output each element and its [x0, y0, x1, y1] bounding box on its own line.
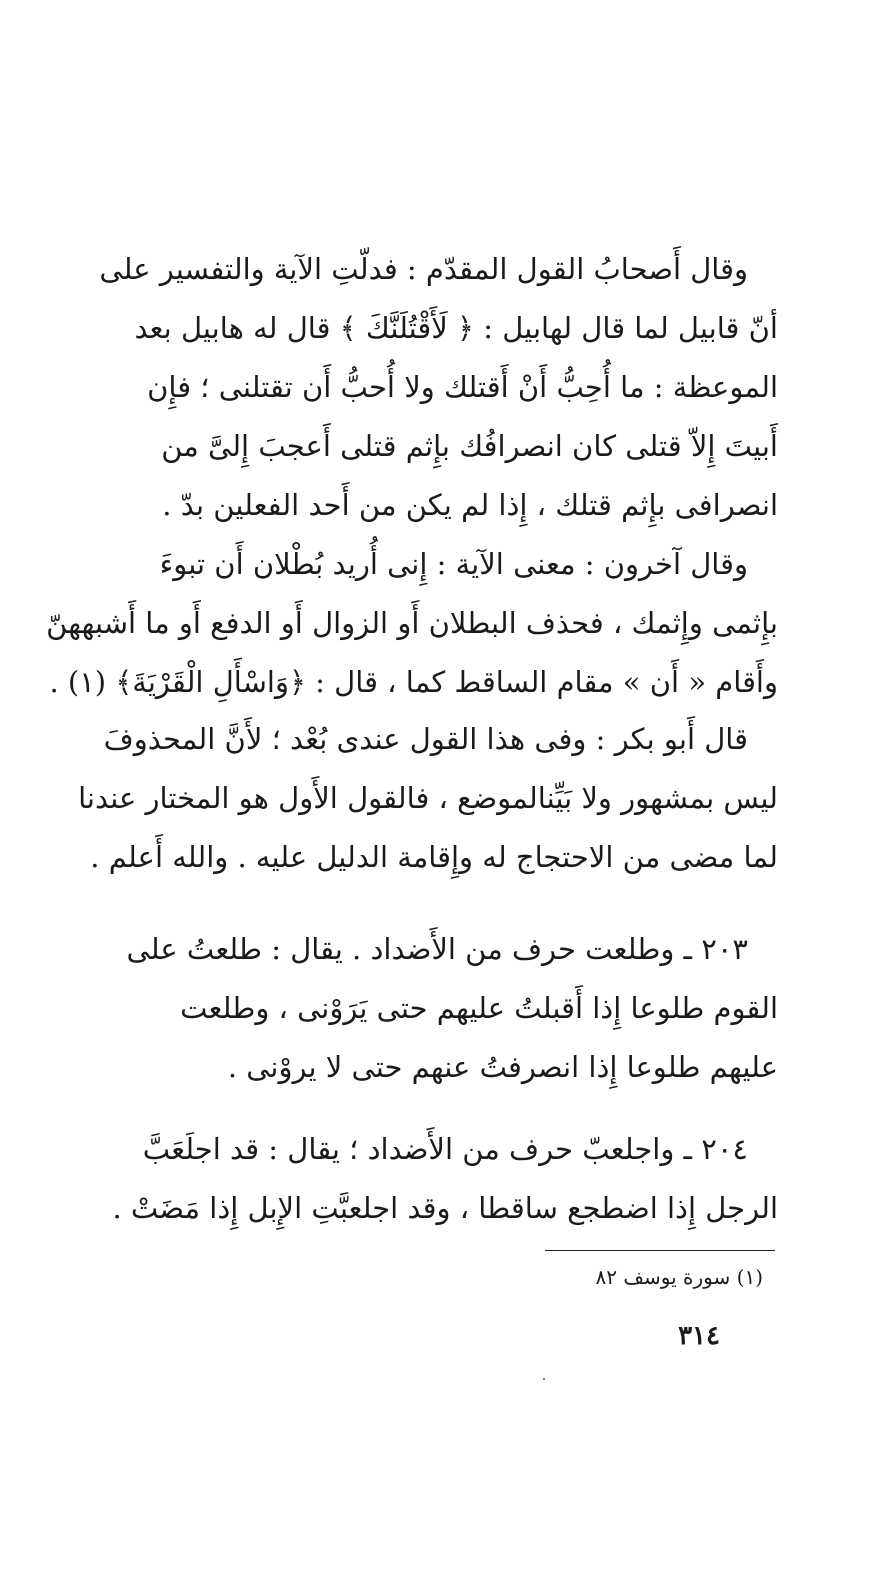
text-line: أَبيتَ إِلاّ قتلى كان انصرافُك بإِثم قتلى أَعجبَ إِلىَّ من: [161, 429, 778, 463]
page-number: ٣١٤: [678, 1321, 720, 1351]
text-line: الموعظة : ما أُحِبُّ أَنْ أَقتلك ولا أُحبُّ أَن تقتلنى ؛ فإِن: [147, 370, 778, 404]
text-line: لما مضى من الاحتجاج له وإِقامة الدليل عليه . والله أَعلم .: [90, 840, 778, 874]
text-line: انصرافى بإِثم قتلك ، إِذا لم يكن من أَحد الفعلين بدّ .: [162, 488, 778, 522]
text-line: وقال آخرون : معنى الآية : إِنى أُريد بُطْلان أَن تبوءَ: [159, 547, 748, 581]
entry-heading-line: ٢٠٤ ـ واجلعبّ حرف من الأَضداد ؛ يقال : قد اجلَعَبَّ: [142, 1132, 748, 1166]
paragraph-abu-bakr: [78, 710, 778, 887]
text-line: عليهم طلوعا إِذا انصرفتُ عنهم حتى لا يروْنى .: [227, 1050, 778, 1084]
text-line: قال أَبو بكر : وفى هذا القول عندى بُعْد ؛ لأَنَّ المحذوفَ: [103, 722, 748, 756]
paragraph-first-opinion: [99, 240, 778, 535]
text-line: أنّ قابيل لما قال لهابيل : ﴿ لَأَقْتُلَنَّكَ ﴾ قال له هابيل بعد: [134, 311, 778, 345]
text-line: وقال أَصحابُ القول المقدّم : فدلّتِ الآية والتفسير على: [99, 252, 748, 286]
entry-203: [118, 920, 778, 1097]
entry-heading-line: ٢٠٣ ـ وطلعت حرف من الأَضداد . يقال : طلعتُ على: [126, 932, 748, 966]
text-line: بإِثمى وإِثمك ، فحذف البطلان أَو الزوال أَو الدفع أَو ما أَشبههنّ: [46, 606, 778, 640]
text-line: ليس بمشهور ولا بَيِّنالموضع ، فالقول الأَول هو المختار عندنا: [78, 781, 778, 815]
text-line: الرجل إِذا اضطجع ساقطا ، وقد اجلعبَّتِ الإِبل إِذا مَضَتْ .: [112, 1191, 778, 1225]
text-line: وأَقام « أَن » مقام الساقط كما ، قال : ﴿وَاسْأَلِ الْقَرْيَةَ﴾ (١) .: [49, 665, 778, 699]
text-line: القوم طلوعا إِذا أَقبلتُ عليهم حتى يَرَوْنى ، وطلعت: [180, 991, 778, 1025]
footnote: (١) سورة يوسف ٨٢: [595, 1265, 763, 1289]
footnote-divider: [545, 1250, 775, 1251]
entry-204: [112, 1120, 778, 1238]
scan-speck: [543, 1378, 545, 1380]
paragraph-others-opinion: [46, 535, 778, 712]
